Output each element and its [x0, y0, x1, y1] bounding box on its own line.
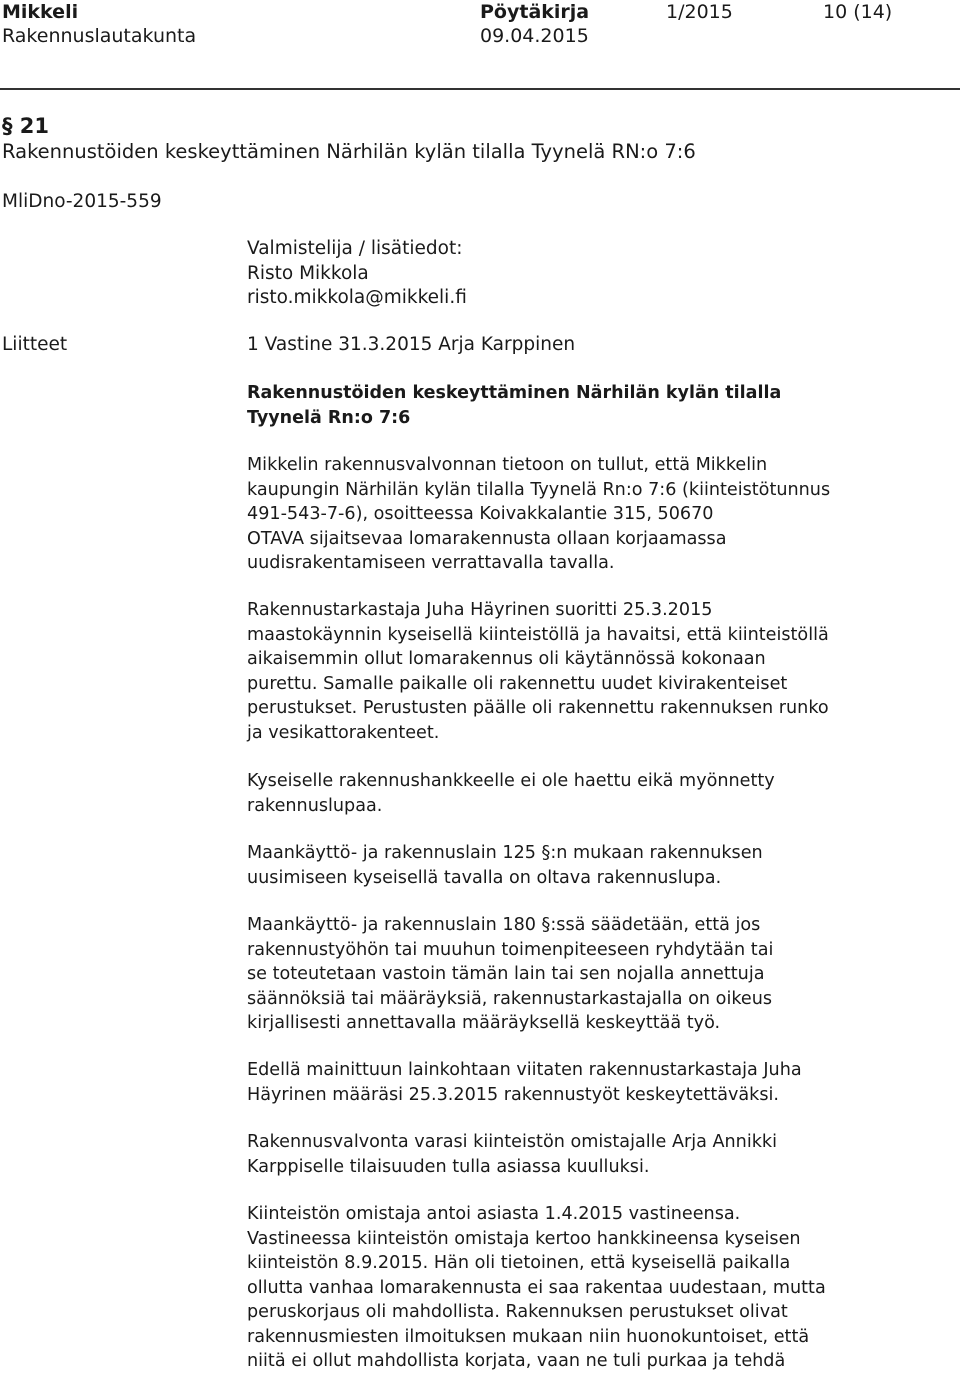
paragraph-line: Maankäyttö- ja rakennuslain 180 §:ssä säädetään, että jos — [247, 915, 761, 935]
paragraph-line: Edellä mainittuun lainkohtaan viitaten rakennustarkastaja Juha — [247, 1060, 802, 1080]
section-title: Rakennustöiden keskeyttäminen Närhilän kylän tilalla Tyynelä RN:o 7:6 — [2, 140, 696, 163]
document-type: Pöytäkirja — [480, 1, 590, 23]
header-divider — [0, 88, 960, 90]
paragraph-line: niitä ei ollut mahdollista korjata, vaan ne tuli purkaa ja tehdä — [247, 1351, 786, 1371]
paragraph-line: kaupungin Närhilän kylän tilalla Tyynelä Rn:o 7:6 (kiinteistötunnus — [247, 479, 831, 500]
preparer-email: risto.mikkola@mikkeli.fi — [247, 287, 467, 308]
paragraph-line: Häyrinen määräsi 25.3.2015 rakennustyöt keskeytettäväksi. — [247, 1084, 780, 1105]
paragraph-line: uusimiseen kyseisellä tavalla on oltava rakennuslupa. — [247, 867, 722, 888]
paragraph-line: Mikkelin rakennusvalvonnan tietoon on tullut, että Mikkelin — [247, 455, 768, 475]
paragraph-line: aikaisemmin ollut lomarakennus oli käytännössä kokonaan — [247, 649, 766, 669]
municipality-name: Mikkeli — [2, 1, 79, 23]
paragraph-line: kirjallisesti annettavalla määräyksellä keskeyttää työ. — [247, 1013, 721, 1033]
paragraph-line: ja vesikattorakenteet. — [247, 722, 440, 743]
paragraph — [247, 1058, 907, 1107]
meeting-date: 09.04.2015 — [480, 25, 589, 47]
paragraph-line: peruskorjaus oli mahdollista. Rakennuksen perustukset olivat — [247, 1302, 788, 1322]
paragraph-line: perustukset. Perustusten päälle oli rakennettu rakennuksen runko — [247, 698, 829, 718]
preparer-label: Valmistelija / lisätiedot: — [247, 238, 463, 259]
paragraph — [247, 1202, 907, 1374]
attachments-label: Liitteet — [2, 334, 68, 355]
paragraph-line: Rakennusvalvonta varasi kiinteistön omistajalle Arja Annikki — [247, 1132, 777, 1152]
paragraph — [247, 1130, 907, 1179]
paragraph-line: rakennuslupaa. — [247, 795, 383, 816]
meeting-number: 1/2015 — [666, 1, 733, 23]
body-title-line: Rakennustöiden keskeyttäminen Närhilän kylän tilalla — [247, 383, 782, 403]
paragraph — [247, 769, 907, 818]
preparer-block — [247, 237, 467, 311]
paragraph-line: rakennusmiesten ilmoituksen mukaan niin huonokuntoiset, että — [247, 1326, 810, 1347]
paragraph — [247, 841, 907, 890]
body-title-line: Tyynelä Rn:o 7:6 — [247, 407, 411, 428]
diary-number: MliDno-2015-559 — [2, 191, 162, 212]
page-number: 10 (14) — [823, 1, 893, 23]
paragraph-line: OTAVA sijaitsevaa lomarakennusta ollaan korjaamassa — [247, 528, 727, 549]
paragraph-line: rakennustyöhön tai muuhun toimenpiteeseen ryhdytään tai — [247, 939, 774, 960]
paragraph-line: Karppiselle tilaisuuden tulla asiassa kuulluksi. — [247, 1156, 650, 1177]
paragraph-line: Rakennustarkastaja Juha Häyrinen suoritti 25.3.2015 — [247, 600, 713, 620]
paragraph — [247, 913, 907, 1036]
paragraph-line: Kiinteistön omistaja antoi asiasta 1.4.2015 vastineensa. — [247, 1204, 741, 1224]
paragraph-line: Kyseiselle rakennushankkeelle ei ole haettu eikä myönnetty — [247, 771, 775, 791]
page-header — [0, 0, 960, 48]
paragraph-line: ollutta vanhaa lomarakennusta ei saa rakentaa uudestaan, mutta — [247, 1277, 826, 1298]
preparer-name: Risto Mikkola — [247, 262, 369, 284]
paragraph-line: maastokäynnin kyseisellä kiinteistöllä ja havaitsi, että kiinteistöllä — [247, 624, 829, 645]
section-number: § 21 — [2, 114, 50, 138]
paragraph-line: se toteutetaan vastoin tämän lain tai sen nojalla annettuja — [247, 964, 765, 984]
paragraph-line: kiinteistön 8.9.2015. Hän oli tietoinen, että kyseisellä paikalla — [247, 1253, 791, 1273]
paragraph — [247, 453, 907, 576]
paragraph — [247, 598, 907, 745]
paragraph-line: 491-543-7-6), osoitteessa Koivakkalantie 315, 50670 — [247, 504, 714, 524]
committee-name: Rakennuslautakunta — [2, 25, 197, 47]
paragraph-line: Maankäyttö- ja rakennuslain 125 §:n mukaan rakennuksen — [247, 843, 763, 863]
paragraph-line: purettu. Samalle paikalle oli rakennettu uudet kivirakenteiset — [247, 673, 788, 694]
attachment-item: 1 Vastine 31.3.2015 Arja Karppinen — [247, 334, 576, 355]
paragraph-line: Vastineessa kiinteistön omistaja kertoo hankkineensa kyseisen — [247, 1228, 801, 1249]
paragraph-line: säännöksiä tai määräyksiä, rakennustarkastajalla on oikeus — [247, 988, 773, 1009]
body-title — [247, 381, 887, 430]
paragraph-line: uudisrakentamiseen verrattavalla tavalla. — [247, 553, 615, 573]
